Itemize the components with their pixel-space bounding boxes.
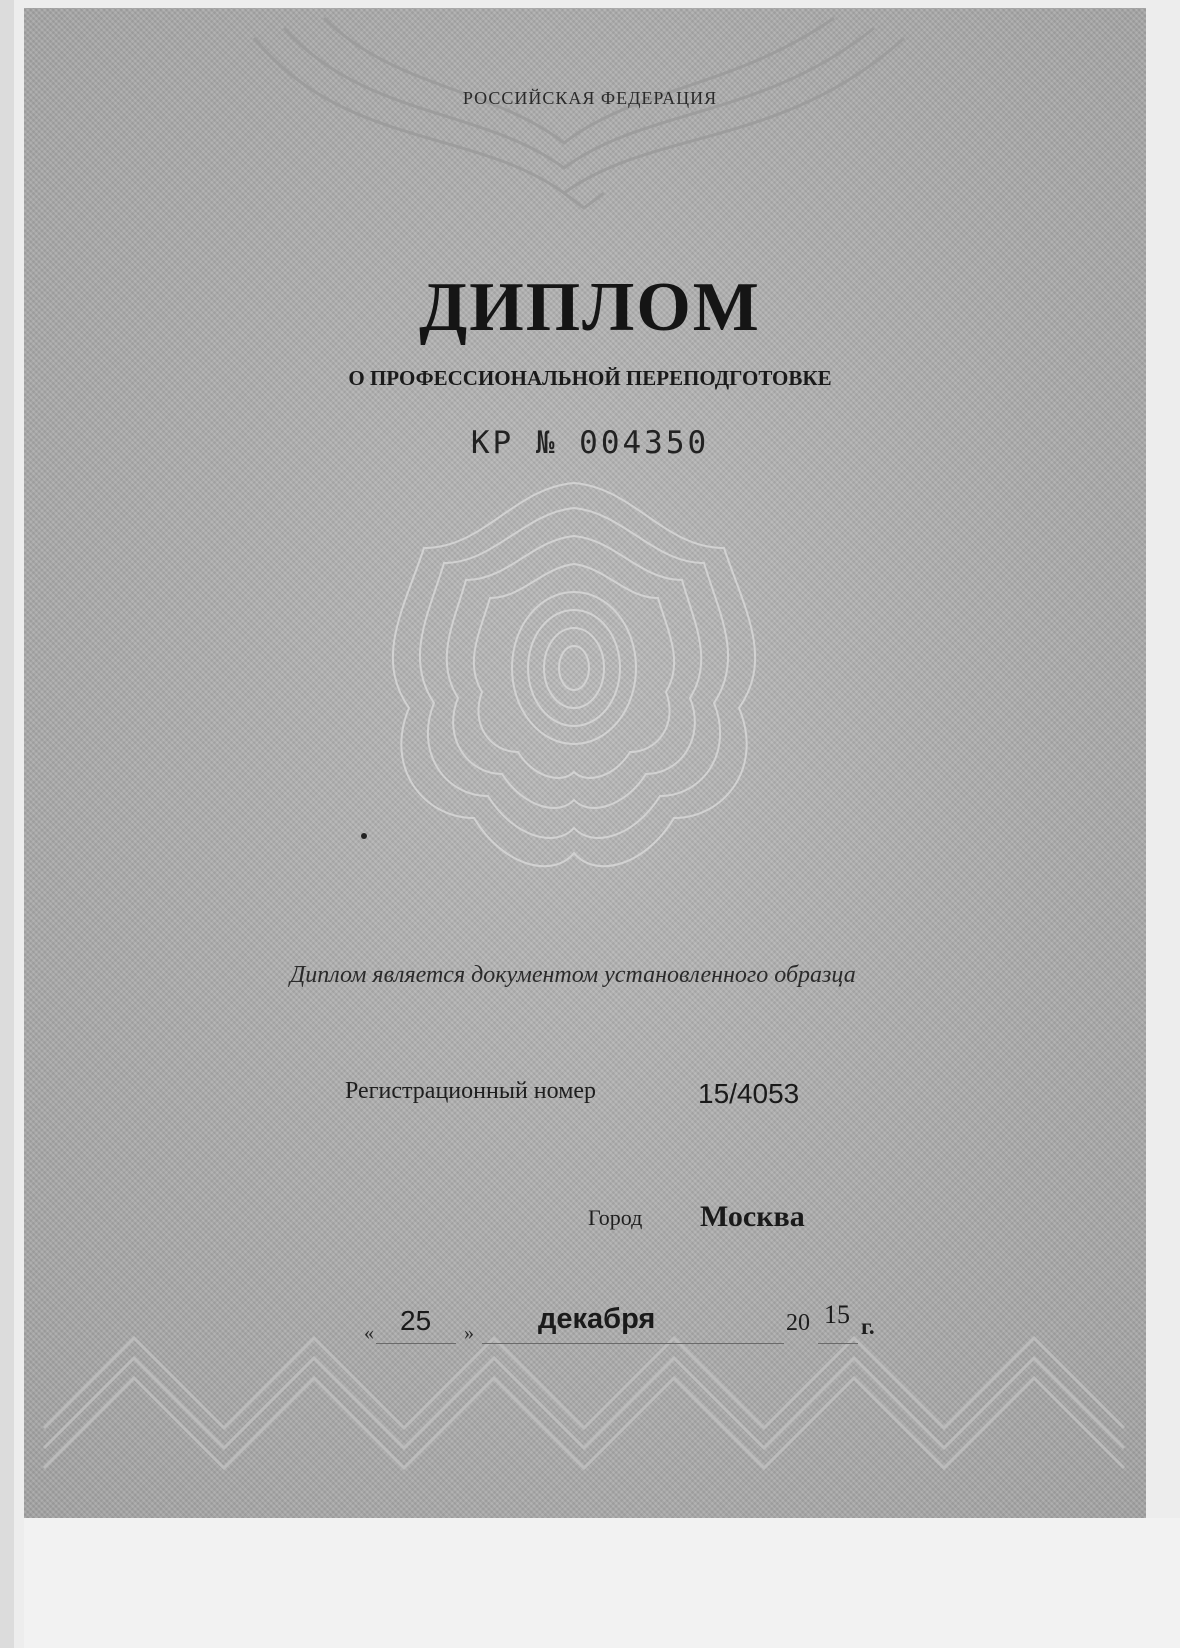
- validity-note: Диплом является документом установленного образца: [290, 962, 856, 988]
- month-underline: [482, 1343, 784, 1344]
- date-quote-close: »: [464, 1322, 474, 1344]
- date-quote-open: «: [364, 1322, 374, 1344]
- diploma-number: КР № 004350: [470, 425, 710, 461]
- date-month: декабря: [538, 1303, 656, 1335]
- ink-speck: [361, 833, 367, 839]
- date-day: 25: [400, 1305, 432, 1336]
- registration-label: Регистрационный номер: [345, 1078, 597, 1104]
- scan-bottom-margin: [24, 1518, 1180, 1648]
- central-rosette: [393, 483, 755, 866]
- document-title: ДИПЛОМ: [419, 269, 761, 346]
- registration-value: 15/4053: [698, 1078, 800, 1109]
- guilloche-background: [24, 8, 1146, 1518]
- date-year-marker: г.: [861, 1314, 875, 1339]
- date-year-suffix: 15: [824, 1300, 850, 1329]
- day-underline: [376, 1343, 456, 1344]
- date-year-prefix: 20: [786, 1310, 810, 1336]
- top-emblem-ornament: [254, 18, 904, 208]
- city-value: Москва: [700, 1200, 805, 1233]
- bottom-wave-border: [44, 1338, 1124, 1468]
- diploma-page: [24, 8, 1146, 1518]
- document-subtitle: О ПРОФЕССИОНАЛЬНОЙ ПЕРЕПОДГОТОВКЕ: [348, 366, 832, 390]
- city-label: Город: [588, 1205, 643, 1230]
- year-underline: [818, 1343, 858, 1344]
- scan-edge: [0, 0, 14, 1648]
- country-header: РОССИЙСКАЯ ФЕДЕРАЦИЯ: [462, 88, 718, 108]
